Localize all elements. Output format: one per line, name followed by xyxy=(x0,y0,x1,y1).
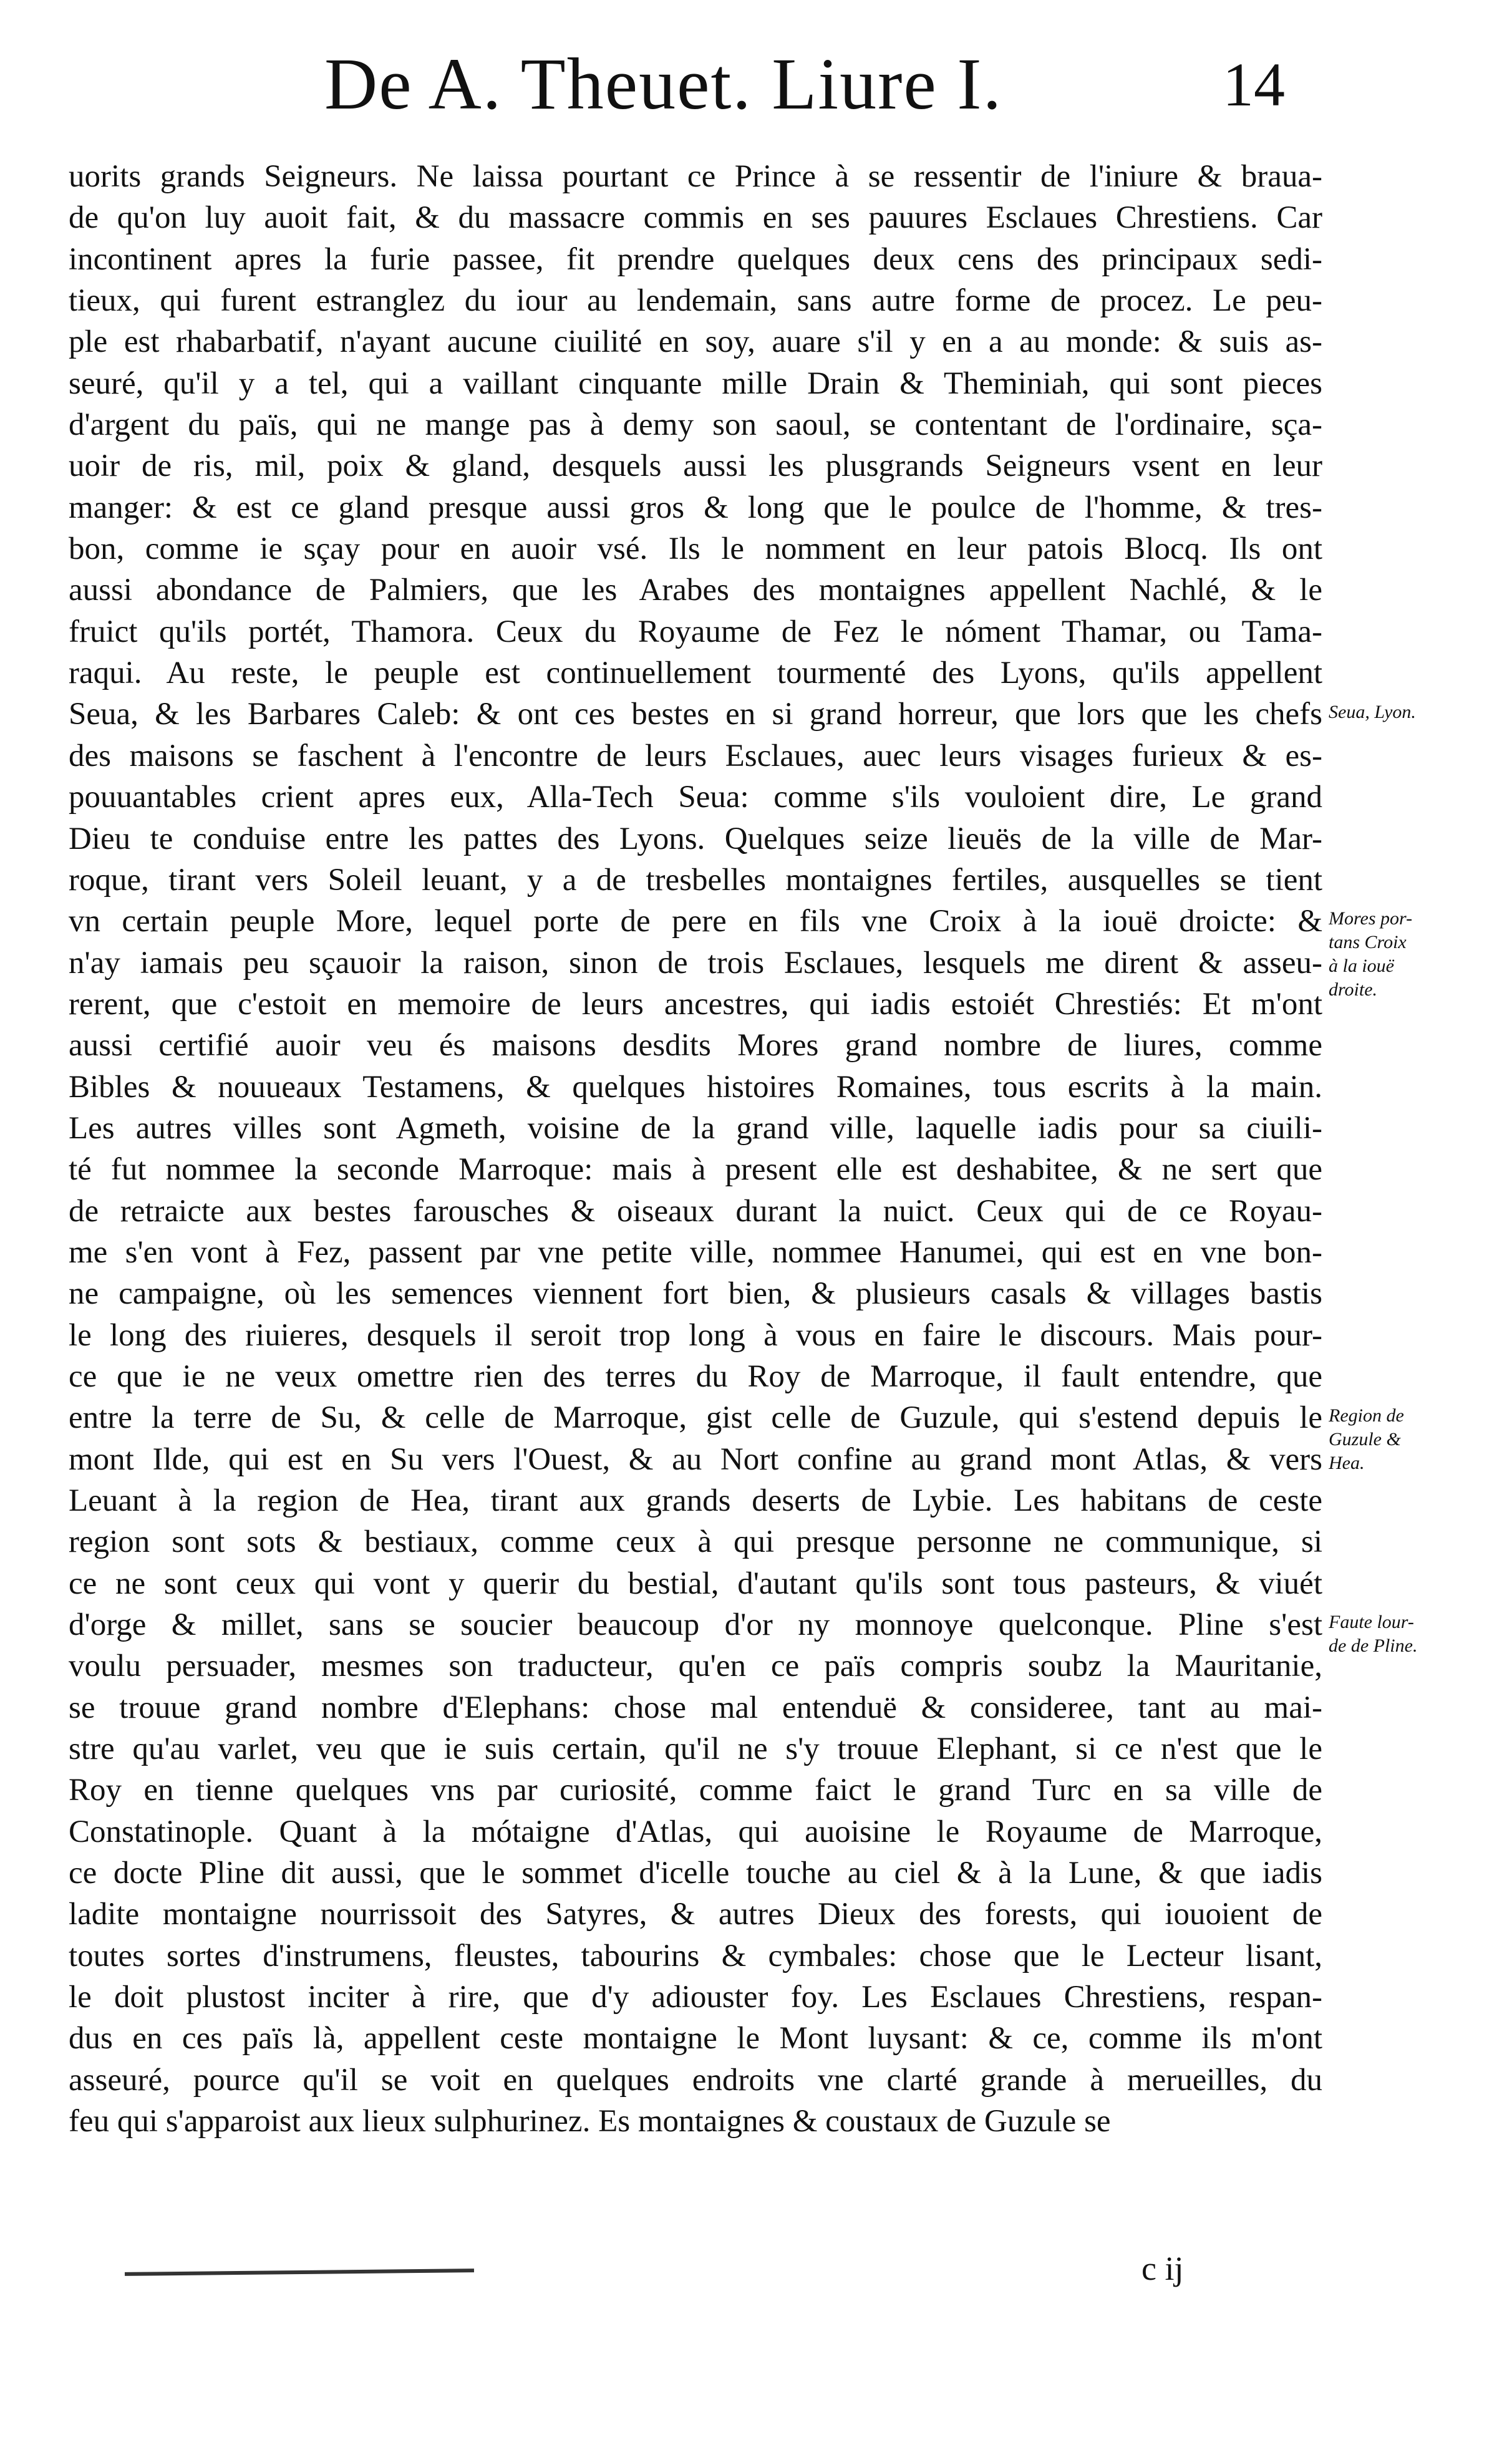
text-line: toutes sortes d'instrumens, fleustes, tabourins & cymbales: chose que le Lecteur lisant, xyxy=(69,1938,1322,1973)
text-line: feu qui s'apparoist aux lieux sulphurinez. Es montaignes & coustaux de Guzule se xyxy=(69,2104,1111,2139)
text-line: de retraicte aux bestes farousches & oiseaux durant la nuict. Ceux qui de ce Royau- xyxy=(69,1193,1322,1229)
marginal-note-line: Guzule & xyxy=(1329,1428,1401,1450)
text-line: Les autres villes sont Agmeth, voisine de la grand ville, laquelle iadis pour sa ciuili- xyxy=(69,1110,1322,1146)
text-line: ce que ie ne veux omettre rien des terres du Roy de Marroque, il fault entendre, que xyxy=(69,1358,1322,1394)
text-line: ce docte Pline dit aussi, que le sommet d'icelle touche au ciel & à la Lune, & que iadis xyxy=(69,1856,1322,1891)
text-line: Dieu te conduise entre les pattes des Lyons. Quelques seize lieuës de la ville de Mar- xyxy=(69,821,1322,856)
text-line: se trouue grand nombre d'Elephans: chose mal entenduë & consideree, tant au mai- xyxy=(69,1690,1322,1725)
marginal-note-line: Hea. xyxy=(1329,1452,1365,1473)
text-line: me s'en vont à Fez, passent par vne petite ville, nommee Hanumei, qui est en vne bon- xyxy=(69,1234,1322,1270)
text-line: Bibles & nouueaux Testamens, & quelques histoires Romaines, tous escrits à la main. xyxy=(69,1069,1322,1105)
marginal-note-line: droite. xyxy=(1329,979,1378,1000)
marginal-note-line: Faute lour- xyxy=(1329,1612,1414,1633)
marginal-note xyxy=(1329,1404,1503,1475)
text-line: té fut nommee la seconde Marroque: mais à present elle est deshabitee, & ne sert que xyxy=(69,1152,1322,1188)
marginal-note-line: Region de xyxy=(1329,1405,1404,1426)
text-line: entre la terre de Su, & celle de Marroque, gist celle de Guzule, qui s'estend depuis le xyxy=(69,1400,1322,1436)
text-line: raqui. Au reste, le peuple est continuellement tourmenté des Lyons, qu'ils appellent xyxy=(69,656,1322,691)
text-line: de qu'on luy auoit fait, & du massacre commis en ses pauures Esclaues Chrestiens. Car xyxy=(69,200,1322,236)
text-line: bon, comme ie sçay pour en auoir vsé. Ils le nomment en leur patois Blocq. Ils ont xyxy=(69,531,1322,567)
text-line: roque, tirant vers Soleil leuant, y a de tresbelles montaignes fertiles, ausquelles se tient xyxy=(69,862,1322,898)
text-line: vn certain peuple More, lequel porte de pere en fils vne Croix à la iouë droicte: & xyxy=(69,904,1322,939)
text-line: ce ne sont ceux qui vont y querir du bestial, d'autant qu'ils sont tous pasteurs, & viuét xyxy=(69,1566,1322,1601)
marginal-note-line: de de Pline. xyxy=(1329,1635,1418,1657)
text-line: dus en ces païs là, appellent ceste montaigne le Mont luysant: & ce, comme ils m'ont xyxy=(69,2021,1322,2056)
text-line: Leuant à la region de Hea, tirant aux grands deserts de Lybie. Les habitans de ceste xyxy=(69,1483,1322,1518)
text-line: tieux, qui furent estranglez du iour au lendemain, sans autre forme de procez. Le peu- xyxy=(69,283,1322,319)
marginal-note xyxy=(1329,700,1503,724)
text-line: le doit plustost inciter à rire, que d'y adiouster foy. Les Esclaues Chrestiens, respan- xyxy=(69,1980,1322,2015)
body-text xyxy=(69,156,1322,2143)
marginal-note-line: Mores por- xyxy=(1329,908,1413,929)
signature-mark: c ij xyxy=(1141,2250,1184,2287)
text-line: seuré, qu'il y a tel, qui a vaillant cinquante mille Drain & Theminiah, qui sont pieces xyxy=(69,366,1322,401)
text-line: voulu persuader, mesmes son traducteur, qu'en ce païs compris soubz la Mauritanie, xyxy=(69,1649,1322,1684)
text-line: mont Ilde, qui est en Su vers l'Ouest, & au Nort confine au grand mont Atlas, & vers xyxy=(69,1441,1322,1477)
text-line: asseuré, pource qu'il se voit en quelques endroits vne clarté grande à merueilles, du xyxy=(69,2062,1322,2098)
text-line: manger: & est ce gland presque aussi gros & long que le poulce de l'homme, & tres- xyxy=(69,490,1322,525)
text-line: aussi certifié auoir veu és maisons desdits Mores grand nombre de liures, comme xyxy=(69,1028,1322,1063)
text-line: uorits grands Seigneurs. Ne laissa pourtant ce Prince à se ressentir de l'iniure & braua- xyxy=(69,159,1322,194)
marginal-note xyxy=(1329,907,1503,1002)
marginal-note-line: tans Croix xyxy=(1329,932,1407,953)
text-line: pouuantables crient apres eux, Alla-Tech Seua: comme s'ils vouloient dire, Le grand xyxy=(69,780,1322,815)
text-line: d'orge & millet, sans se soucier beaucoup d'or ny monnoye quelconque. Pline s'est xyxy=(69,1607,1322,1643)
text-line: incontinent apres la furie passee, fit prendre quelques deux cens des principaux sedi- xyxy=(69,241,1322,277)
running-title: De A. Theuet. Liure I. xyxy=(324,43,1003,125)
text-line: ple est rhabarbatif, n'ayant aucune ciuilité en soy, auare s'il y en a au monde: & suis as- xyxy=(69,324,1322,360)
text-line: Roy en tienne quelques vns par curiosité, comme faict le grand Turc en sa ville de xyxy=(69,1773,1322,1808)
text-line: stre qu'au varlet, veu que ie suis certain, qu'il ne s'y trouue Elephant, si ce n'est que le xyxy=(69,1731,1322,1767)
marginal-note-line: Seua, Lyon. xyxy=(1329,701,1416,722)
marginal-note-line: à la iouë xyxy=(1329,956,1394,977)
text-line: le long des riuieres, desquels il seroit trop long à vous en faire le discours. Mais pour- xyxy=(69,1317,1322,1353)
text-line: aussi abondance de Palmiers, que les Arabes des montaignes appellent Nachlé, & le xyxy=(69,573,1322,608)
text-line: uoir de ris, mil, poix & gland, desquels aussi les plusgrands Seigneurs vsent en leur xyxy=(69,448,1322,484)
running-header xyxy=(0,37,1512,143)
text-line: ne campaigne, où les semences viennent fort bien, & plusieurs casals & villages bastis xyxy=(69,1276,1322,1312)
text-line: ladite montaigne nourrissoit des Satyres, & autres Dieux des forests, qui iouoient de xyxy=(69,1897,1322,1932)
text-line: region sont sots & bestiaux, comme ceux à qui presque personne ne communique, si xyxy=(69,1524,1322,1560)
text-line: Constatinople. Quant à la mótaigne d'Atlas, qui auoisine le Royaume de Marroque, xyxy=(69,1814,1322,1849)
text-line: des maisons se faschent à l'encontre de leurs Esclaues, auec leurs visages furieux & es- xyxy=(69,738,1322,773)
handwritten-underline xyxy=(125,2269,474,2276)
marginal-note xyxy=(1329,1610,1503,1658)
text-line: Seua, & les Barbares Caleb: & ont ces bestes en si grand horreur, que lors que les chefs xyxy=(69,697,1322,732)
text-line: n'ay iamais peu sçauoir la raison, sinon de trois Esclaues, lesquels me dirent & asseu- xyxy=(69,945,1322,981)
page-number: 14 xyxy=(1223,50,1285,119)
text-line: fruict qu'ils portét, Thamora. Ceux du Royaume de Fez le nóment Thamar, ou Tama- xyxy=(69,614,1322,649)
text-line: rerent, que c'estoit en memoire de leurs ancestres, qui iadis estoiét Chrestiés: Et m'ont xyxy=(69,986,1322,1022)
text-line: d'argent du païs, qui ne mange pas à demy son saoul, se contentant de l'ordinaire, sça- xyxy=(69,407,1322,443)
